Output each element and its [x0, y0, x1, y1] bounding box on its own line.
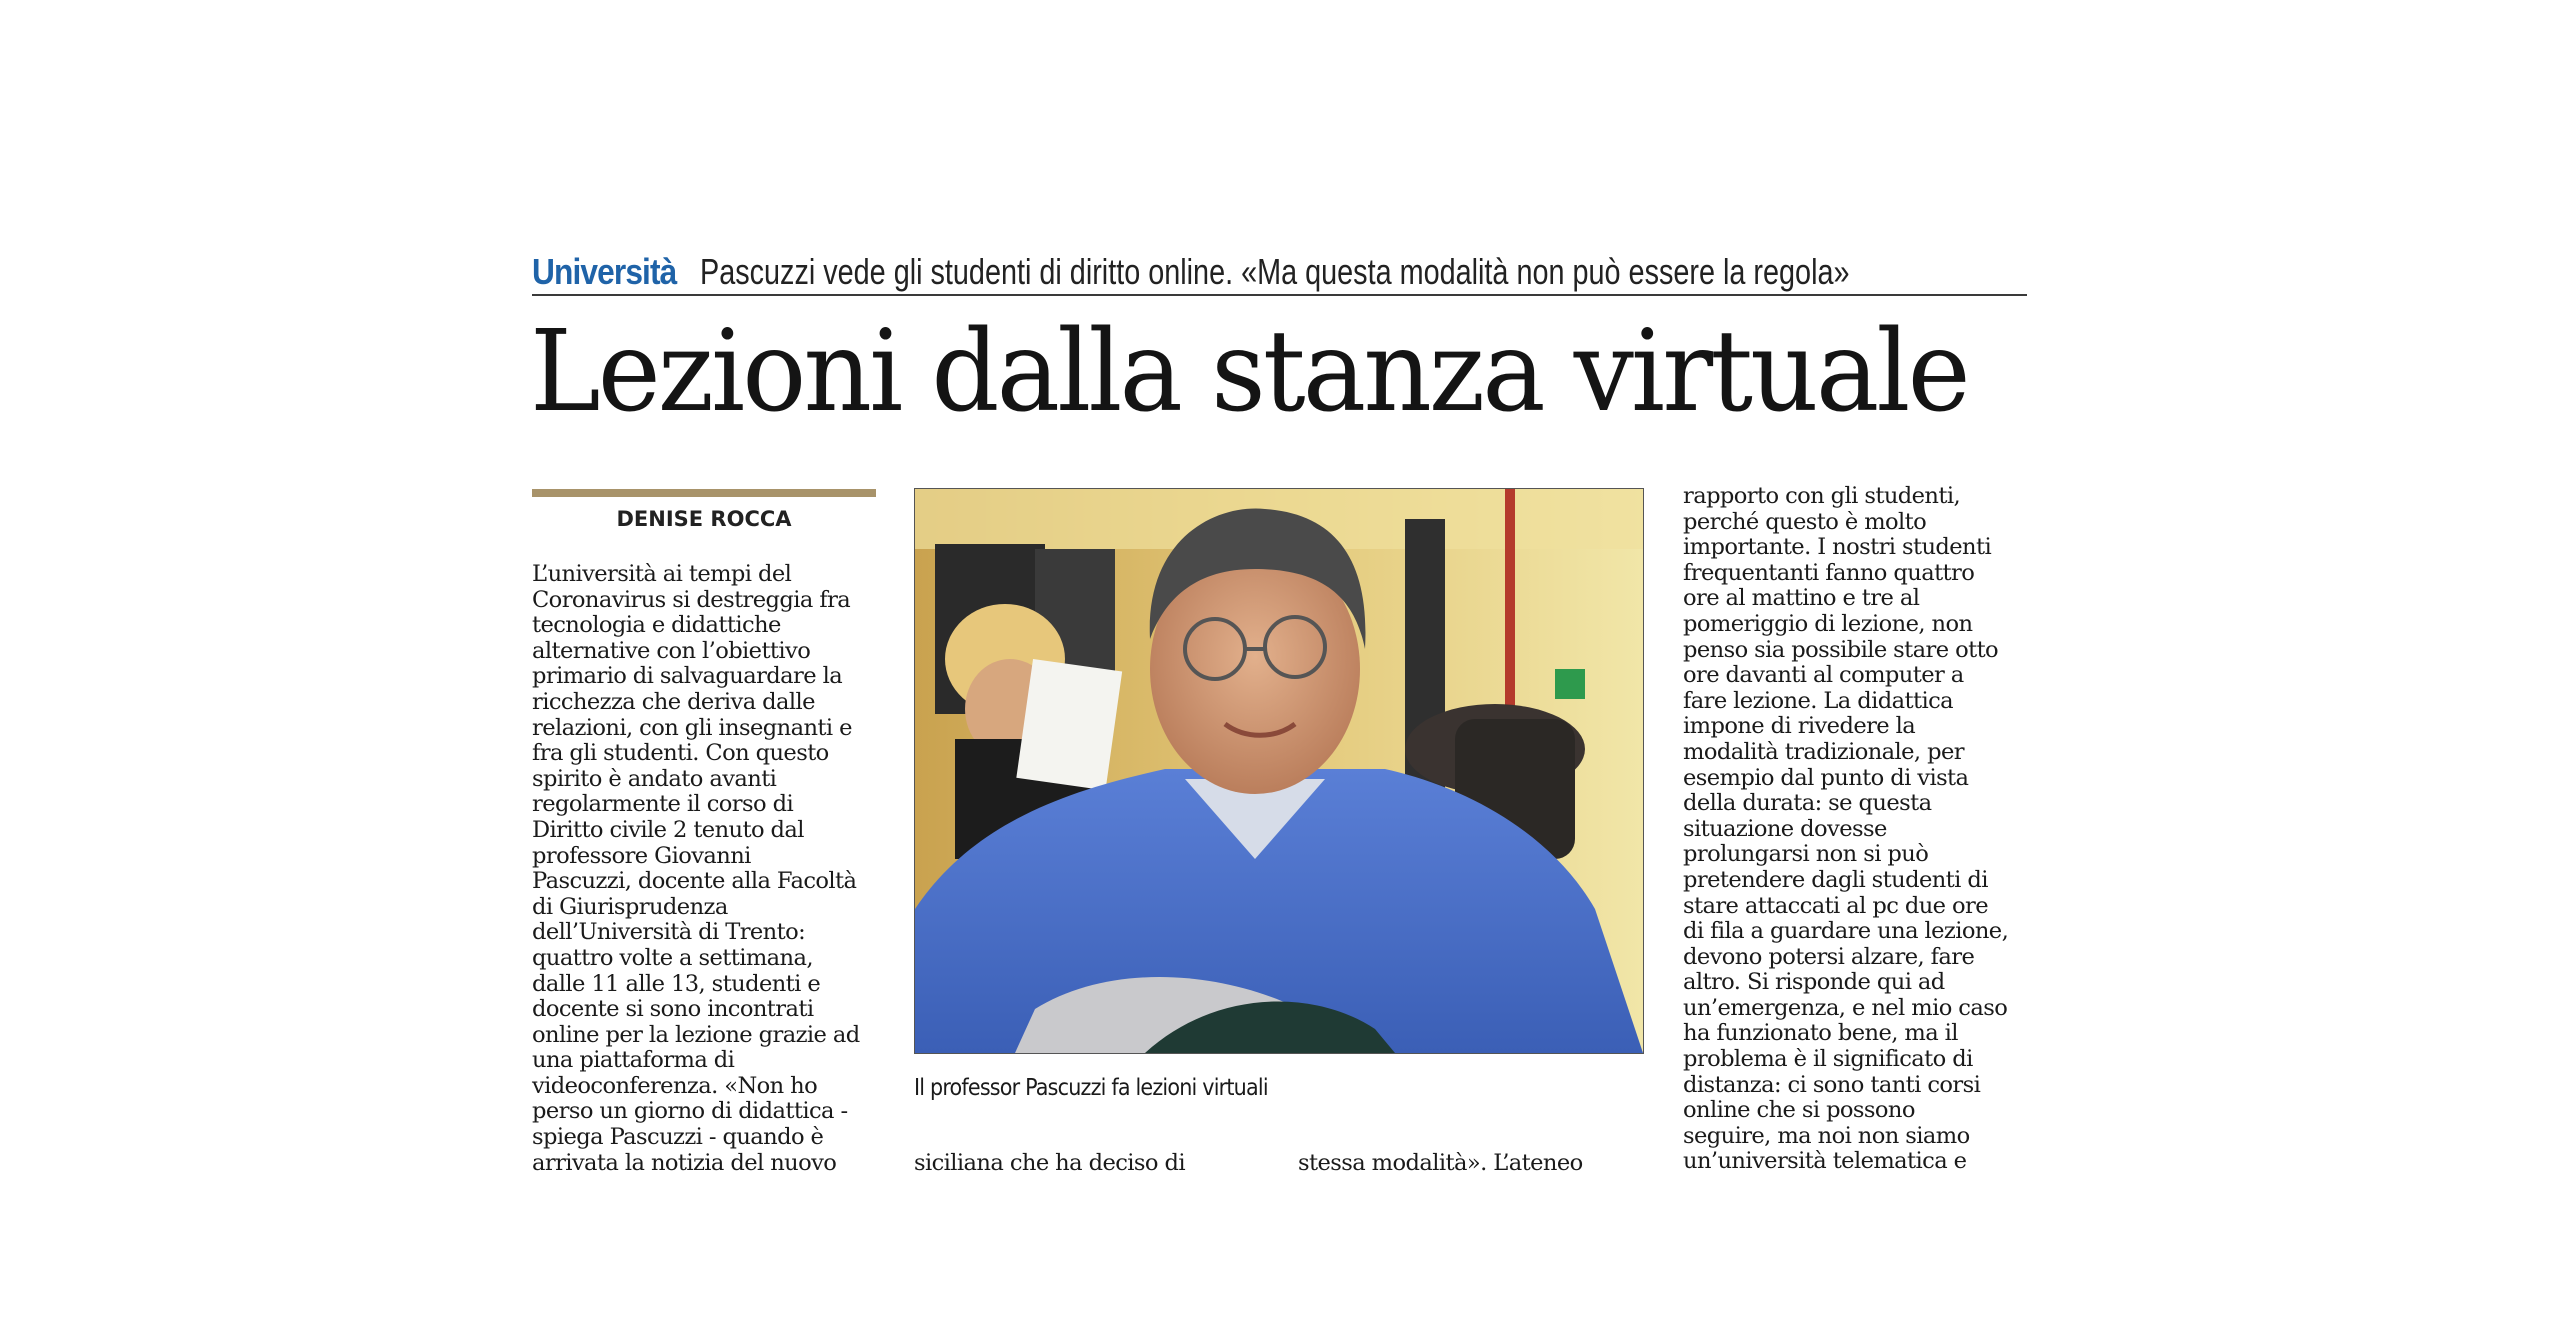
article-headline: Lezioni dalla stanza virtuale	[530, 307, 1968, 437]
byline: DENISE ROCCA	[616, 507, 792, 531]
column-fragment-left: siciliana che ha deciso di	[914, 1150, 1185, 1176]
professor-photo-illustration	[915, 489, 1643, 1053]
article-photo	[914, 488, 1644, 1054]
section-label: Università	[532, 251, 677, 292]
article-subhead: Pascuzzi vede gli studenti di diritto online. «Ma questa modalità non può essere la regola»	[700, 251, 1850, 292]
article-kicker	[532, 250, 2027, 296]
byline-rule	[532, 489, 876, 497]
photo-caption: Il professor Pascuzzi fa lezioni virtuali	[914, 1075, 1268, 1101]
article-column-1: L’università ai tempi del Coronavirus si destreggia fra tecnologia e didattiche alternative con l’obiettivo primario di salvaguardare la ricchezza che deriva dalle relazioni, con gli insegnanti e fra gli studenti. Con questo spirito è andato avanti regolarmente il corso di Diritto civile 2 tenuto dal professore Giovanni Pascuzzi, docente alla Facoltà di Giurisprudenza dell’Università di Trento: quattro volte a settimana, dalle 11 alle 13, studenti e docente si sono incontrati online per la lezione grazie ad una piattaforma di videoconferenza. «Non ho perso un giorno di didattica - spiega Pascuzzi - quando è arrivata la notizia del nuovo	[532, 561, 860, 1176]
article-column-3: rapporto con gli studenti, perché questo è molto importante. I nostri studenti frequentanti fanno quattro ore al mattino e tre al pomeriggio di lezione, non penso sia possibile stare otto ore davanti al computer a fare lezione. La didattica impone di rivedere la modalità tradizionale, per esempio dal punto di vista della durata: se questa situazione dovesse prolungarsi non si può pretendere dagli studenti di stare attaccati al pc due ore di fila a guardare una lezione, devono potersi alzare, fare altro. Si risponde qui ad un’emergenza, e nel mio caso ha funzionato bene, ma il problema è il significato di distanza: ci sono tanti corsi online che si possono seguire, ma noi non siamo un’università telematica e	[1683, 483, 2009, 1175]
column-fragment-right: stessa modalità». L’ateneo	[1298, 1150, 1583, 1176]
